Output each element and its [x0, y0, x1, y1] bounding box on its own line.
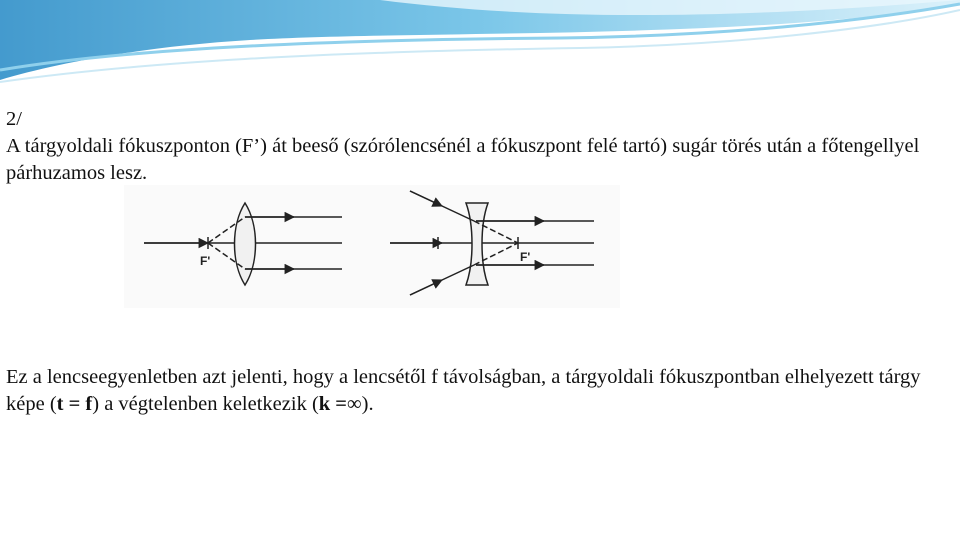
section-number: 2/	[6, 108, 22, 130]
diverging-focus-label: F'	[520, 250, 531, 264]
diverging-lens-diagram	[390, 191, 594, 295]
rule-paragraph	[6, 106, 956, 187]
converging-lens-diagram	[144, 203, 342, 285]
equation-k-equals: k =	[318, 393, 347, 415]
explanation-text-3: ).	[361, 393, 374, 415]
header-wave-decoration	[0, 0, 960, 90]
equation-t-equals-f: t = f	[56, 393, 93, 415]
diverging-lens-shape	[466, 203, 488, 285]
converging-lens-shape	[235, 203, 256, 285]
infinity-symbol: ∞	[347, 393, 362, 415]
explanation-text-1: Ez a lencseegyenletben azt jelenti, hogy a lencsétől f távolságban, a tárgyoldali fókuszpontban elhelyezett tárgy képe (	[6, 366, 921, 415]
converging-focus-label: F'	[200, 254, 211, 268]
rule-text: A tárgyoldali fókuszponton (F’) át beeső (szórólencsénél a fókuszpont felé tartó) sugár törés után a főtengellyel párhuzamos lesz.	[6, 135, 920, 184]
lens-diagram	[124, 185, 620, 308]
explanation-text-2: ) a végtelenben keletkezik (	[92, 393, 319, 415]
explanation-paragraph	[6, 364, 956, 418]
